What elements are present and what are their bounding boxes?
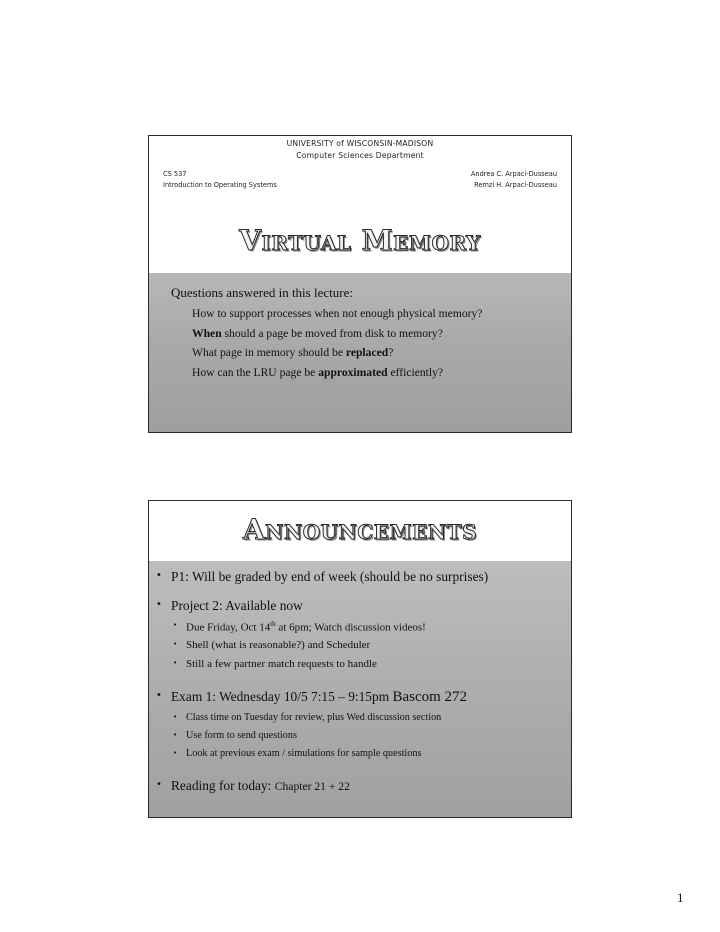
bullet-dot: • <box>173 659 178 667</box>
bullet-dot: • <box>156 779 162 790</box>
page-number: 1 <box>677 890 684 905</box>
question-item: When should a page be moved from disk to memory? <box>192 326 443 340</box>
question-item: How can the LRU page be approximated efficiently? <box>192 365 444 379</box>
instructors <box>471 169 557 191</box>
slide-announcements <box>148 500 572 818</box>
bullet-dot: • <box>173 749 178 757</box>
questions-list <box>192 304 482 382</box>
course-info <box>163 169 277 191</box>
instructor-1: Andrea C. Arpaci-Dusseau <box>470 170 557 178</box>
bullet-dot: • <box>173 621 178 629</box>
instructor-2: Remzi H. Arpaci-Dusseau <box>474 181 557 189</box>
bullet-p1: • P1: Will be graded by end of week (should be no surprises) <box>156 569 489 584</box>
question-item: How to support processes when not enough physical memory? <box>192 307 483 320</box>
sub-bullet-review: • Class time on Tuesday for review, plus Wed discussion section <box>173 712 442 723</box>
university-name: UNIVERSITY of WISCONSIN-MADISON <box>286 139 434 148</box>
bullet-exam: • Exam 1: Wednesday 10/5 7:15 – 9:15pm Bascom 272 <box>156 689 468 705</box>
slide-virtual-memory <box>148 135 572 433</box>
sub-bullet-partner: • Still a few partner match requests to handle <box>173 658 377 670</box>
bullet-dot: • <box>173 731 178 739</box>
sub-bullet-due: • Due Friday, Oct 14th at 6pm; Watch discussion videos! <box>173 620 426 634</box>
sub-bullet-shell: • Shell (what is reasonable?) and Scheduler <box>173 639 371 651</box>
bullet-dot: • <box>156 690 162 701</box>
bullet-reading: • Reading for today: Chapter 21 + 22 <box>156 778 350 793</box>
bullet-dot: • <box>173 713 178 721</box>
course-name: Introduction to Operating Systems <box>163 181 277 189</box>
course-code: CS 537 <box>163 170 187 178</box>
slide2-title: Announcements <box>242 513 478 546</box>
slide1-title: Virtual Memory <box>239 224 481 257</box>
bullet-dot: • <box>156 599 162 610</box>
bullet-dot: • <box>156 570 162 581</box>
department-name: Computer Sciences Department <box>296 151 424 160</box>
questions-heading: Questions answered in this lecture: <box>171 285 353 300</box>
sub-bullet-previous-exam: • Look at previous exam / simulations for sample questions <box>173 748 422 759</box>
bullet-dot: • <box>173 640 178 648</box>
bullet-project2: • Project 2: Available now <box>156 598 303 613</box>
sub-bullet-form: • Use form to send questions <box>173 730 297 741</box>
question-item: What page in memory should be replaced? <box>192 346 394 359</box>
